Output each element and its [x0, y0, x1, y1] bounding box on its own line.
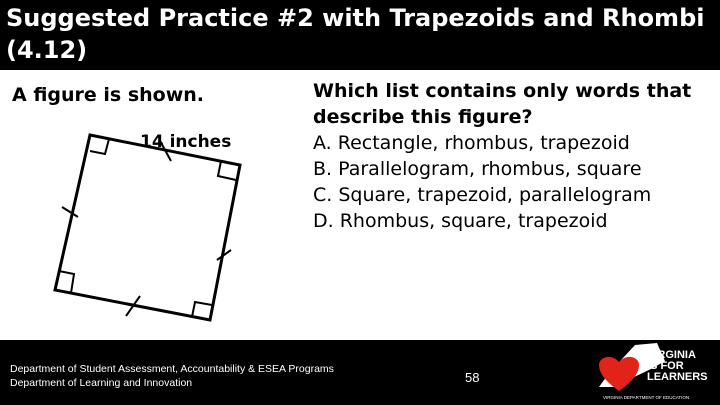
footer-bar	[0, 340, 720, 405]
square-outline	[55, 135, 240, 320]
slide-title: Suggested Practice #2 with Trapezoids and Rhombi (4.12)	[6, 4, 705, 64]
virginia-is-for-learners-logo	[595, 343, 717, 403]
right-angle-mark	[90, 139, 109, 154]
department-line-2: Department of Learning and Innovation	[10, 377, 193, 389]
department-credits	[10, 362, 334, 390]
answer-option-a: A. Rectangle, rhombus, trapezoid	[313, 132, 630, 154]
logo-line-2: IS FOR	[647, 360, 684, 372]
logo-line-3: LEARNERS	[647, 371, 708, 383]
tick-mark	[62, 207, 78, 217]
logo-wordmark	[647, 350, 708, 383]
answer-option-b: B. Parallelogram, rhombus, square	[313, 158, 642, 180]
right-angle-mark	[192, 302, 212, 317]
question-text: Which list contains only words that describe this figure?	[313, 80, 692, 128]
question-block	[313, 78, 713, 234]
side-length-label: 14 inches	[140, 132, 232, 152]
answer-option-d: D. Rhombus, square, trapezoid	[313, 210, 608, 232]
answer-option-c: C. Square, trapezoid, parallelogram	[313, 184, 652, 206]
department-line-1: Department of Student Assessment, Accountability & ESEA Programs	[10, 363, 334, 375]
title-bar	[0, 0, 720, 70]
prompt-text: A figure is shown.	[12, 84, 205, 106]
logo-tagline: VIRGINIA DEPARTMENT OF EDUCATION	[603, 395, 690, 400]
rotated-square-figure	[40, 120, 250, 340]
logo-line-1: VIRGINIA	[647, 349, 696, 361]
page-number: 58	[465, 370, 480, 385]
